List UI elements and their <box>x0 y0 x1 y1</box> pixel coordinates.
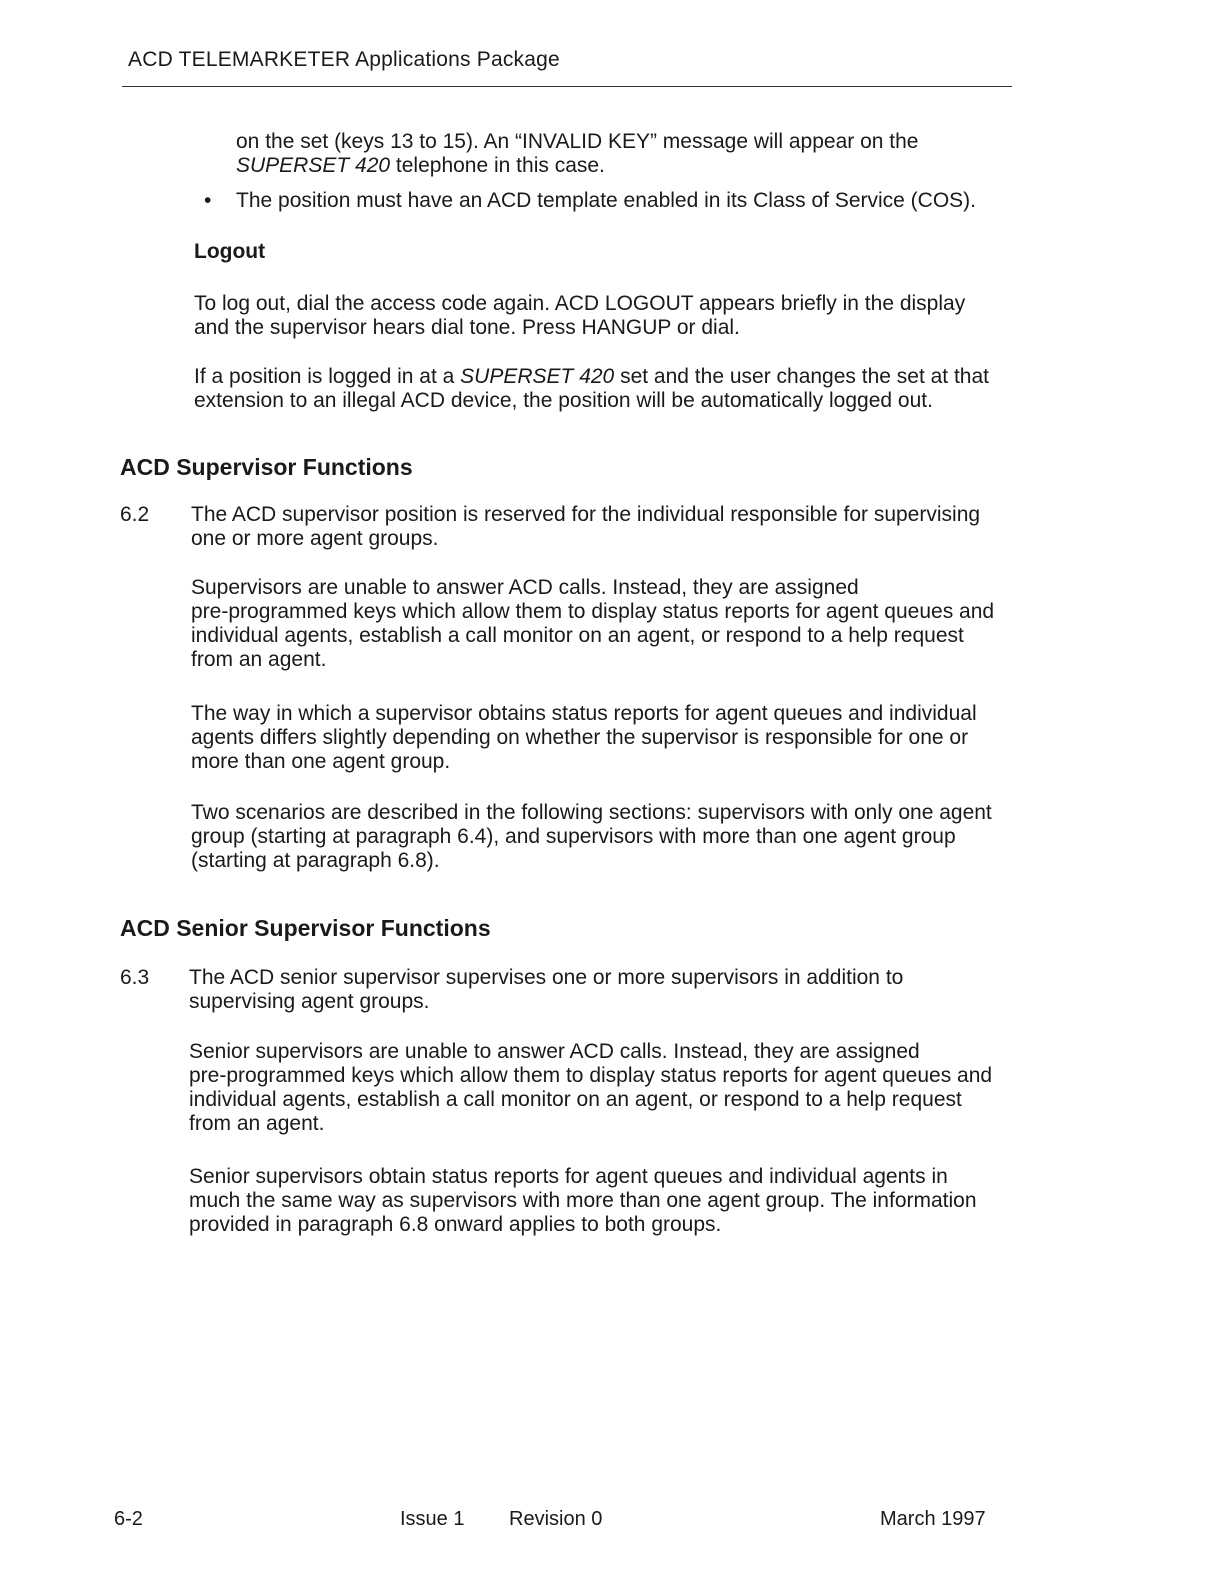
supervisor-paragraph-4: Two scenarios are described in the following sections: supervisors with only one agent group (starting at paragraph 6.4), and supervisors with more than one agent group (starting at paragraph 6.8). <box>191 801 992 872</box>
supervisor-paragraph-2: Supervisors are unable to answer ACD calls. Instead, they are assigned pre-programmed keys which allow them to display status reports for agent queues and individual agents, establish a call monitor on an agent, or respond to a help request from an agent. <box>191 576 995 671</box>
logout-heading: Logout <box>194 240 266 263</box>
section-heading-senior-supervisor: ACD Senior Supervisor Functions <box>120 915 491 941</box>
footer-page-number: 6-2 <box>114 1508 143 1530</box>
product-name: SUPERSET 420 <box>460 365 615 388</box>
bullet-cos: The position must have an ACD template enabled in its Class of Service (COS). <box>236 189 977 212</box>
section-heading-supervisor: ACD Supervisor Functions <box>120 454 413 480</box>
senior-paragraph-3: Senior supervisors obtain status reports for agent queues and individual agents in much the same way as supervisors with more than one agent group. The information provided in paragraph 6.8 onward applies to both groups. <box>189 1165 977 1236</box>
running-header: ACD TELEMARKETER Applications Package <box>128 48 560 71</box>
header-rule <box>122 86 1012 87</box>
supervisor-paragraph-3: The way in which a supervisor obtains status reports for agent queues and individual agents differs slightly depending on whether the supervisor is responsible for one or more than one agent group. <box>191 702 977 773</box>
paragraph-number-6-2: 6.2 <box>120 503 150 526</box>
product-name: SUPERSET 420 <box>236 154 391 177</box>
footer-revision: Revision 0 <box>509 1508 603 1530</box>
senior-paragraph-1: The ACD senior supervisor supervises one or more supervisors in addition to supervising agent groups. <box>189 966 904 1013</box>
bullet-icon: • <box>204 189 212 212</box>
paragraph-number-6-3: 6.3 <box>120 966 150 989</box>
logout-paragraph-2: If a position is logged in at a SUPERSET 420 set and the user changes the set at that extension to an illegal ACD device, the position will be automatically logged out. <box>194 365 989 412</box>
supervisor-paragraph-1: The ACD supervisor position is reserved for the individual responsible for supervising one or more agent groups. <box>191 503 981 550</box>
logout-paragraph-1: To log out, dial the access code again. ACD LOGOUT appears briefly in the display and the supervisor hears dial tone. Press HANGUP or dial. <box>194 292 966 339</box>
continued-line-2: SUPERSET 420 telephone in this case. <box>236 154 605 177</box>
senior-paragraph-2: Senior supervisors are unable to answer ACD calls. Instead, they are assigned pre-programmed keys which allow them to display status reports for agent queues and individual agents, establish a call monitor on an agent, or respond to a help request from an agent. <box>189 1040 993 1135</box>
continued-line-1: on the set (keys 13 to 15). An “INVALID KEY” message will appear on the <box>236 130 919 153</box>
footer-issue: Issue 1 <box>400 1508 465 1530</box>
continued-bullet-text <box>236 130 918 178</box>
footer-date: March 1997 <box>880 1508 986 1530</box>
